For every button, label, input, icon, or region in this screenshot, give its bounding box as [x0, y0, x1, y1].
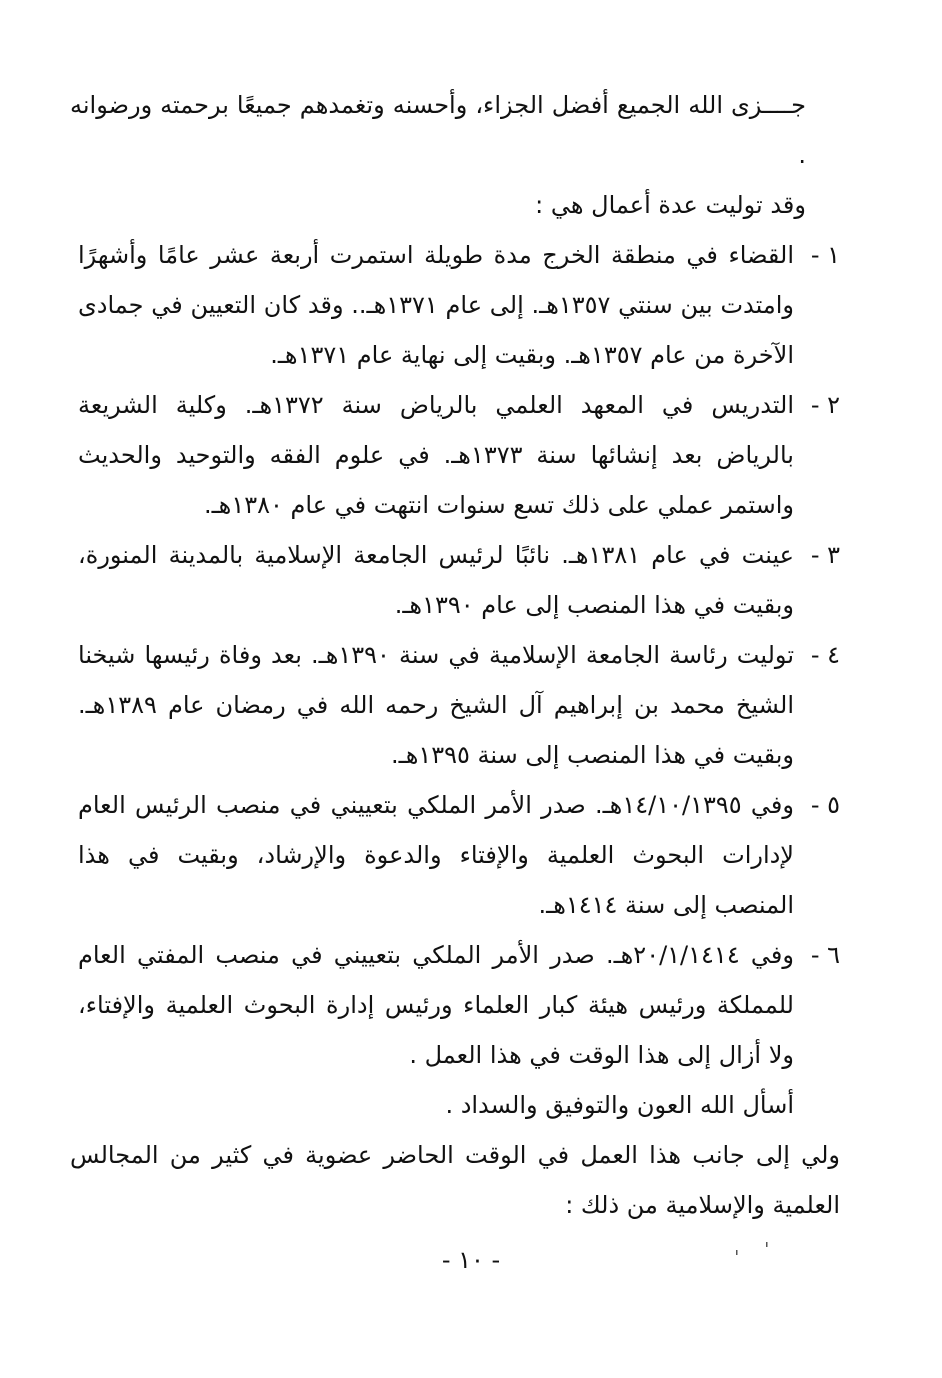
item-text: وفي ٢٠/١/١٤١٤هـ. صدر الأمر الملكي بتعييني في منصب المفتي العام للمملكة ورئيس هيئة كبار العلماء ورئيس إدارة البحوث العلمية والإفتاء، ولا أزال إلى هذا الوقت في هذا العمل . [78, 941, 794, 1069]
list-item-1 [70, 230, 840, 380]
item-number: ٣ - [810, 541, 840, 569]
item-number: ٢ - [810, 391, 840, 419]
list-item-2 [70, 380, 840, 530]
intro-paragraph: جــــزى الله الجميع أفضل الجزاء، وأحسنه وتغمدهم جميعًا برحمته ورضوانه . [70, 91, 806, 169]
item-number: ١ - [810, 241, 840, 269]
document-page [70, 80, 840, 1230]
list-item-6 [70, 930, 840, 1080]
item-number: ٤ - [810, 641, 840, 669]
item-number: ٦ - [810, 941, 840, 969]
page-number: - ١٠ - [441, 1246, 501, 1274]
intro-works-heading: وقد توليت عدة أعمال هي : [535, 191, 806, 219]
item-text: عينت في عام ١٣٨١هـ. نائبًا لرئيس الجامعة الإسلامية بالمدينة المنورة، وبقيت في هذا المنصب إلى عام ١٣٩٠هـ. [78, 541, 795, 619]
list-item-3 [70, 530, 840, 630]
item-text: التدريس في المعهد العلمي بالرياض سنة ١٣٧٢هـ. وكلية الشريعة بالرياض بعد إنشائها سنة ١٣٧٣هـ. في علوم الفقه والتوحيد والحديث واستمر عملي على ذلك تسع سنوات انتهت في عام ١٣٨٠هـ. [78, 391, 795, 519]
list-item-5 [70, 780, 840, 930]
list-item-4 [70, 630, 840, 780]
item-text: توليت رئاسة الجامعة الإسلامية في سنة ١٣٩٠هـ. بعد وفاة رئيسها شيخنا الشيخ محمد بن إبراهيم آل الشيخ رحمه الله في رمضان عام ١٣٨٩هـ. وبقيت في هذا المنصب إلى سنة ١٣٩٥هـ. [78, 641, 795, 769]
item-text: القضاء في منطقة الخرج مدة طويلة استمرت أربعة عشر عامًا وأشهرًا وامتدت بين سنتي ١٣٥٧هـ. إلى عام ١٣٧١هـ.. وقد كان التعيين في جمادى الآخرة من عام ١٣٥٧هـ. وبقيت إلى نهاية عام ١٣٧١هـ. [78, 241, 795, 369]
closing-paragraph: ولي إلى جانب هذا العمل في الوقت الحاضر عضوية في كثير من المجالس العلمية والإسلامية من ذلك : [70, 1141, 840, 1219]
prayer-line: أسأل الله العون والتوفيق والسداد . [445, 1091, 794, 1119]
item-number: ٥ - [810, 791, 840, 819]
item-text: وفي ١٤/١٠/١٣٩٥هـ. صدر الأمر الملكي بتعييني في منصب الرئيس العام لإدارات البحوث العلمية والإفتاء والدعوة والإرشاد، وبقيت في هذا المنصب إلى سنة ١٤١٤هـ. [78, 791, 794, 919]
